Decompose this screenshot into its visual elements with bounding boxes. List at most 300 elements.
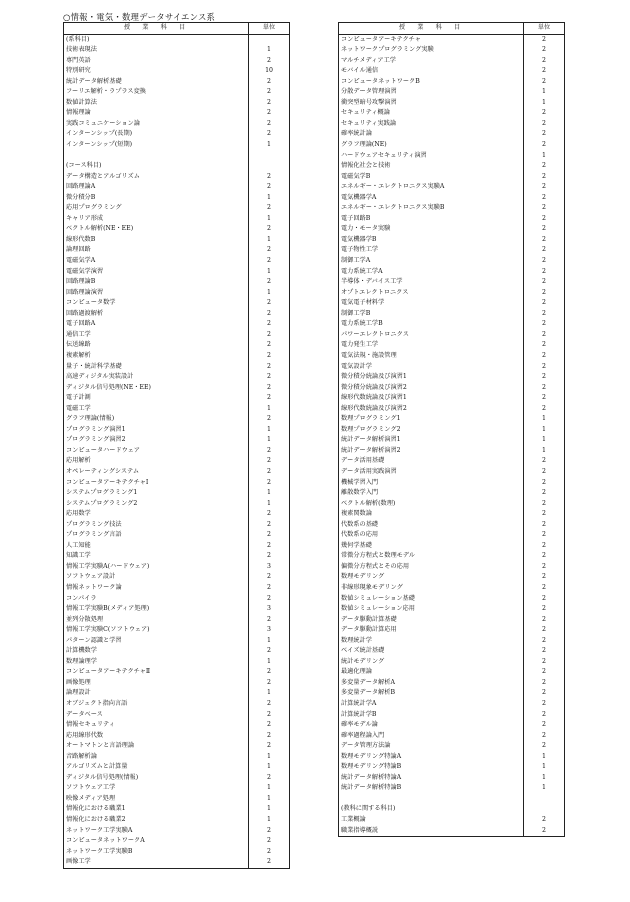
- course-name: 情報セキュリティ: [64, 720, 249, 731]
- table-row: [339, 710, 565, 721]
- table-row: [339, 87, 565, 98]
- course-name: コンピュータアーキテクチャ: [339, 34, 524, 45]
- course-name: ディジタル信号処理(NE・EE): [64, 383, 249, 394]
- course-units: 2: [267, 837, 271, 845]
- course-name: 並列分散処理: [64, 615, 249, 626]
- course-name: 応用線形代数: [64, 731, 249, 742]
- table-row: [64, 731, 290, 742]
- course-units: 1: [542, 88, 546, 96]
- course-name: 制御工学A: [339, 256, 524, 267]
- table-row: [339, 625, 565, 636]
- table-row: [339, 34, 565, 45]
- course-units: 2: [542, 499, 546, 507]
- course-units: 2: [542, 541, 546, 549]
- course-units: [249, 34, 290, 45]
- table-row: [64, 256, 290, 267]
- course-name: 線形代数B: [64, 235, 249, 246]
- course-name: 数理論理学: [64, 657, 249, 668]
- course-name: 幾何学基礎: [339, 541, 524, 552]
- course-name: 数値シミュレーション基礎: [339, 594, 524, 605]
- course-name: システムプログラミング1: [64, 488, 249, 499]
- table-row: [339, 298, 565, 309]
- table-row: [64, 309, 290, 320]
- course-units: 2: [542, 647, 546, 655]
- table-row: [64, 752, 290, 763]
- table-row: [64, 98, 290, 109]
- course-name: コンピュータネットワークA: [64, 836, 249, 847]
- course-units: 2: [267, 299, 271, 307]
- course-units: 2: [267, 373, 271, 381]
- table-row: [339, 741, 565, 752]
- course-name: 量子・統計科学基礎: [64, 362, 249, 373]
- course-units: [524, 804, 565, 815]
- course-units: 2: [542, 246, 546, 254]
- course-units: 1: [267, 235, 271, 243]
- course-name: 電気法規・施設管理: [339, 351, 524, 362]
- course-name: 微分積分続論及び演習2: [339, 383, 524, 394]
- course-name: 情報工学実験A(ハードウェア): [64, 562, 249, 573]
- course-units: 2: [542, 183, 546, 191]
- table-row: [339, 362, 565, 373]
- course-name: ネットワークプログラミング実験: [339, 45, 524, 56]
- course-name: 技術表現法: [64, 45, 249, 56]
- table-row: [64, 625, 290, 636]
- table-row: [339, 562, 565, 573]
- course-name: 多変量データ解析A: [339, 678, 524, 689]
- table-row: [339, 636, 565, 647]
- course-units: 1: [542, 773, 546, 781]
- table-row: [64, 383, 290, 394]
- course-units: 2: [542, 489, 546, 497]
- table-row: [64, 45, 290, 56]
- table-row: [339, 182, 565, 193]
- course-units: 1: [542, 98, 546, 106]
- course-name: グラフ理論(NE): [339, 140, 524, 151]
- course-units: 2: [542, 615, 546, 623]
- course-units: 2: [267, 731, 271, 739]
- course-name: 回路過渡解析: [64, 309, 249, 320]
- course-units: [249, 161, 290, 172]
- course-name: 数理プログラミング2: [339, 425, 524, 436]
- course-name: 計算機数学: [64, 646, 249, 657]
- course-units: 2: [542, 710, 546, 718]
- course-name: システムプログラミング2: [64, 499, 249, 510]
- table-row: [64, 245, 290, 256]
- course-name: アルゴリズムと計算量: [64, 762, 249, 773]
- course-units: 1: [542, 446, 546, 454]
- course-units: 1: [267, 404, 271, 412]
- table-row: [339, 541, 565, 552]
- course-units: 2: [267, 204, 271, 212]
- course-name: インターンシップ(長期): [64, 129, 249, 140]
- course-units: 2: [542, 678, 546, 686]
- table-row: [339, 393, 565, 404]
- course-name: 統計データ解析特論A: [339, 773, 524, 784]
- course-units: 2: [542, 204, 546, 212]
- course-name: 機械学習入門: [339, 478, 524, 489]
- course-name: 線形代数続論及び演習1: [339, 393, 524, 404]
- course-name: 数理モデリング特論B: [339, 762, 524, 773]
- table-row: [339, 678, 565, 689]
- course-units: 2: [267, 415, 271, 423]
- course-units: 2: [267, 826, 271, 834]
- course-name: エネルギー・エレクトロニクス実験A: [339, 182, 524, 193]
- table-row: [339, 583, 565, 594]
- course-name: [64, 151, 249, 162]
- table-row: [339, 203, 565, 214]
- page-title: ○情報・電気・数理データサイエンス系: [63, 12, 216, 22]
- table-row: [339, 752, 565, 763]
- table-row: [339, 762, 565, 773]
- course-units: 2: [542, 657, 546, 665]
- course-name: オブジェクト指向言語: [64, 699, 249, 710]
- table-row: [339, 245, 565, 256]
- table-row: [339, 77, 565, 88]
- table-row: [339, 509, 565, 520]
- course-units: 2: [542, 267, 546, 275]
- course-units: 2: [267, 531, 271, 539]
- course-name: 電子回路A: [64, 319, 249, 330]
- table-row: [339, 372, 565, 383]
- course-name: 微分積分続論及び演習1: [339, 372, 524, 383]
- course-units: 3: [267, 562, 271, 570]
- course-units: 2: [267, 678, 271, 686]
- table-row: [339, 551, 565, 562]
- course-units: 2: [267, 520, 271, 528]
- course-units: 1: [267, 636, 271, 644]
- table-row: [339, 467, 565, 478]
- course-name: 確率統計論: [339, 129, 524, 140]
- course-name: プログラミング演習2: [64, 435, 249, 446]
- course-units: 2: [542, 119, 546, 127]
- table-row: [64, 224, 290, 235]
- course-name: 回路理論演習: [64, 288, 249, 299]
- course-name: 映像メディア処理: [64, 794, 249, 805]
- table-row: [339, 214, 565, 225]
- course-units: 2: [542, 193, 546, 201]
- course-units: 2: [542, 700, 546, 707]
- course-units: 2: [267, 130, 271, 138]
- course-units: 1: [542, 415, 546, 423]
- course-units: 1: [542, 784, 546, 792]
- course-name: ベイズ統計基礎: [339, 646, 524, 657]
- table-row: [339, 572, 565, 583]
- table-row: [64, 478, 290, 489]
- course-units: 2: [542, 636, 546, 644]
- course-name: 論理回路: [64, 245, 249, 256]
- table-row: [64, 804, 290, 815]
- table-row: [64, 815, 290, 826]
- course-name: 応用解析: [64, 456, 249, 467]
- course-units: [249, 151, 290, 162]
- table-row: [64, 520, 290, 531]
- course-units: 1: [542, 425, 546, 433]
- course-units: 2: [542, 320, 546, 328]
- course-units: 2: [542, 56, 546, 64]
- table-row: [64, 488, 290, 499]
- course-name: 実践コミュニケーション論: [64, 119, 249, 130]
- table-row: [64, 857, 290, 868]
- table-row: [64, 509, 290, 520]
- course-units: 2: [542, 731, 546, 739]
- table-row: [64, 161, 290, 172]
- course-name: コンピュータネットワークB: [339, 77, 524, 88]
- course-units: 2: [542, 214, 546, 222]
- course-units: 2: [267, 98, 271, 106]
- table-row: [339, 330, 565, 341]
- table-row: [339, 657, 565, 668]
- course-units: 1: [267, 805, 271, 813]
- course-units: 2: [267, 257, 271, 265]
- table-row: [64, 414, 290, 425]
- course-units: 1: [542, 763, 546, 771]
- course-units: 2: [267, 109, 271, 117]
- course-name: 電磁気学B: [339, 172, 524, 183]
- course-name: 情報化における職業1: [64, 804, 249, 815]
- course-units: 1: [267, 816, 271, 824]
- table-row: [339, 720, 565, 731]
- table-row: [64, 140, 290, 151]
- course-units: 2: [542, 235, 546, 243]
- course-units: 2: [542, 626, 546, 634]
- table-row: [339, 804, 565, 815]
- course-units: 2: [267, 309, 271, 317]
- course-name: モバイル通信: [339, 66, 524, 77]
- table-row: [64, 214, 290, 225]
- course-units: 2: [267, 583, 271, 591]
- table-row: [64, 572, 290, 583]
- table-row: [339, 478, 565, 489]
- course-name: 数理統計学: [339, 636, 524, 647]
- course-name: 複素解析: [64, 351, 249, 362]
- course-name: 電子物性工学: [339, 245, 524, 256]
- course-units: 2: [542, 341, 546, 349]
- course-units: 2: [542, 816, 546, 824]
- course-name: 回路理論A: [64, 182, 249, 193]
- course-units: 1: [267, 499, 271, 507]
- course-name: (系科目): [64, 34, 249, 45]
- course-name: 電子回路B: [339, 214, 524, 225]
- course-name: プログラミング言語: [64, 530, 249, 541]
- table-row: [64, 340, 290, 351]
- table-row: [64, 530, 290, 541]
- table-row: [64, 710, 290, 721]
- course-units: 1: [267, 193, 271, 201]
- course-units: 2: [542, 299, 546, 307]
- course-name: 通信工学: [64, 330, 249, 341]
- unit-header: 単位: [524, 23, 565, 35]
- course-name: 代数系の基礎: [339, 520, 524, 531]
- course-name: [339, 794, 524, 805]
- course-units: 2: [267, 668, 271, 676]
- course-name: コンピュータアーキテクチャⅠ: [64, 478, 249, 489]
- course-name: 半導体・デバイス工学: [339, 277, 524, 288]
- course-name: 電気電子材料学: [339, 298, 524, 309]
- course-name: オプトエレクトロニクス: [339, 288, 524, 299]
- course-name: 確率モデル論: [339, 720, 524, 731]
- table-row: [339, 224, 565, 235]
- course-units: 2: [267, 858, 271, 866]
- table-row: [339, 425, 565, 436]
- course-units: 2: [542, 77, 546, 85]
- course-units: 2: [542, 383, 546, 391]
- table-row: [64, 425, 290, 436]
- course-units: 1: [267, 141, 271, 149]
- course-units: 2: [542, 404, 546, 412]
- table-row: [64, 773, 290, 784]
- course-units: 2: [542, 531, 546, 539]
- course-units: 1: [542, 752, 546, 760]
- course-name: ベクトル解析(数理): [339, 499, 524, 510]
- course-units: 2: [542, 141, 546, 149]
- table-row: [339, 815, 565, 826]
- course-name: 情報化における職業2: [64, 815, 249, 826]
- course-name: ディジタル信号処理(情報): [64, 773, 249, 784]
- table-row: [64, 551, 290, 562]
- course-name: ネットワーク工学実験A: [64, 826, 249, 837]
- course-units: 2: [542, 288, 546, 296]
- course-name: データ駆動計算基礎: [339, 615, 524, 626]
- course-units: [524, 794, 565, 805]
- course-units: 1: [542, 151, 546, 159]
- course-name: 電磁工学: [64, 404, 249, 415]
- table-row: [339, 499, 565, 510]
- course-units: 2: [267, 847, 271, 855]
- course-name: 情報工学実験C(ソフトウェア): [64, 625, 249, 636]
- course-units: 2: [542, 594, 546, 602]
- table-row: [339, 699, 565, 710]
- table-row: [64, 34, 290, 45]
- course-name: 計算統計学B: [339, 710, 524, 721]
- table-row: [64, 193, 290, 204]
- course-name: セキュリティ実践論: [339, 119, 524, 130]
- course-units: 2: [542, 373, 546, 381]
- table-row: [339, 108, 565, 119]
- table-row: [64, 435, 290, 446]
- course-units: 2: [267, 594, 271, 602]
- course-units: 2: [542, 330, 546, 338]
- table-row: [339, 56, 565, 67]
- table-row: [339, 435, 565, 446]
- course-units: 1: [267, 267, 271, 275]
- table-row: [64, 330, 290, 341]
- course-units: 1: [267, 794, 271, 802]
- course-units: 2: [267, 330, 271, 338]
- course-units: 2: [267, 721, 271, 729]
- course-name: 電磁気学演習: [64, 267, 249, 278]
- course-name: 統計データ解析特論B: [339, 783, 524, 794]
- course-units: 2: [267, 320, 271, 328]
- course-name: 論理設計: [64, 688, 249, 699]
- table-row: [64, 56, 290, 67]
- course-units: 2: [542, 257, 546, 265]
- table-header-row: [64, 23, 290, 35]
- course-name: 電気機器学A: [339, 193, 524, 204]
- course-name: 分散データ管理演習: [339, 87, 524, 98]
- table-row: [64, 446, 290, 457]
- table-row: [64, 741, 290, 752]
- table-row: [64, 615, 290, 626]
- course-name: 統計データ解析演習1: [339, 435, 524, 446]
- course-name: 線形代数続論及び演習2: [339, 404, 524, 415]
- table-row: [339, 383, 565, 394]
- course-units: 2: [542, 826, 546, 834]
- course-units: 2: [267, 510, 271, 518]
- course-name: グラフ理論(情報): [64, 414, 249, 425]
- table-row: [339, 404, 565, 415]
- table-row: [64, 456, 290, 467]
- course-units: 2: [267, 77, 271, 85]
- course-name: 多変量データ解析B: [339, 688, 524, 699]
- course-units: 2: [267, 394, 271, 402]
- table-row: [339, 446, 565, 457]
- course-name: 制御工学B: [339, 309, 524, 320]
- table-row: [339, 66, 565, 77]
- course-units: 2: [542, 457, 546, 465]
- course-name: ソフトウェア設計: [64, 572, 249, 583]
- course-name: 数値シミュレーション応用: [339, 604, 524, 615]
- course-name: 伝送線路: [64, 340, 249, 351]
- table-row: [339, 783, 565, 794]
- course-name: (教科に関する科目): [339, 804, 524, 815]
- course-units: 2: [542, 583, 546, 591]
- course-units: 2: [267, 88, 271, 96]
- table-row: [64, 319, 290, 330]
- table-row: [64, 151, 290, 162]
- course-units: 2: [542, 552, 546, 560]
- course-units: 2: [267, 615, 271, 623]
- course-name-header: 授 業 科 目: [64, 23, 249, 35]
- course-units: 1: [267, 436, 271, 444]
- course-name: データ駆動計算応用: [339, 625, 524, 636]
- course-name: 工業概論: [339, 815, 524, 826]
- course-units: 2: [267, 742, 271, 750]
- table-row: [64, 298, 290, 309]
- table-row: [339, 414, 565, 425]
- table-row: [64, 77, 290, 88]
- course-name: 非線形現象モデリング: [339, 583, 524, 594]
- table-row: [64, 467, 290, 478]
- table-row: [64, 541, 290, 552]
- course-units: 2: [267, 172, 271, 180]
- table-row: [339, 340, 565, 351]
- course-units: 2: [267, 552, 271, 560]
- course-name: データベース: [64, 710, 249, 721]
- table-row: [64, 688, 290, 699]
- table-row: [64, 794, 290, 805]
- course-units: 2: [267, 278, 271, 286]
- table-row: [339, 646, 565, 657]
- course-name: 情報ネットワーク論: [64, 583, 249, 594]
- course-name: データ管理方法論: [339, 741, 524, 752]
- course-name: 偏微分方程式とその応用: [339, 562, 524, 573]
- table-row: [339, 594, 565, 605]
- course-units: 1: [542, 436, 546, 444]
- course-name: 電力発生工学: [339, 340, 524, 351]
- table-row: [339, 794, 565, 805]
- course-name: 高速ディジタル実装設計: [64, 372, 249, 383]
- course-units: 1: [267, 689, 271, 697]
- course-units: 3: [267, 605, 271, 613]
- course-name: 情報化社会と技術: [339, 161, 524, 172]
- course-units: 2: [542, 67, 546, 75]
- table-row: [64, 129, 290, 140]
- course-name: 微分積分B: [64, 193, 249, 204]
- course-name: キャリア形成: [64, 214, 249, 225]
- course-units: 1: [267, 288, 271, 296]
- course-name: 統計データ解析演習2: [339, 446, 524, 457]
- table-row: [64, 235, 290, 246]
